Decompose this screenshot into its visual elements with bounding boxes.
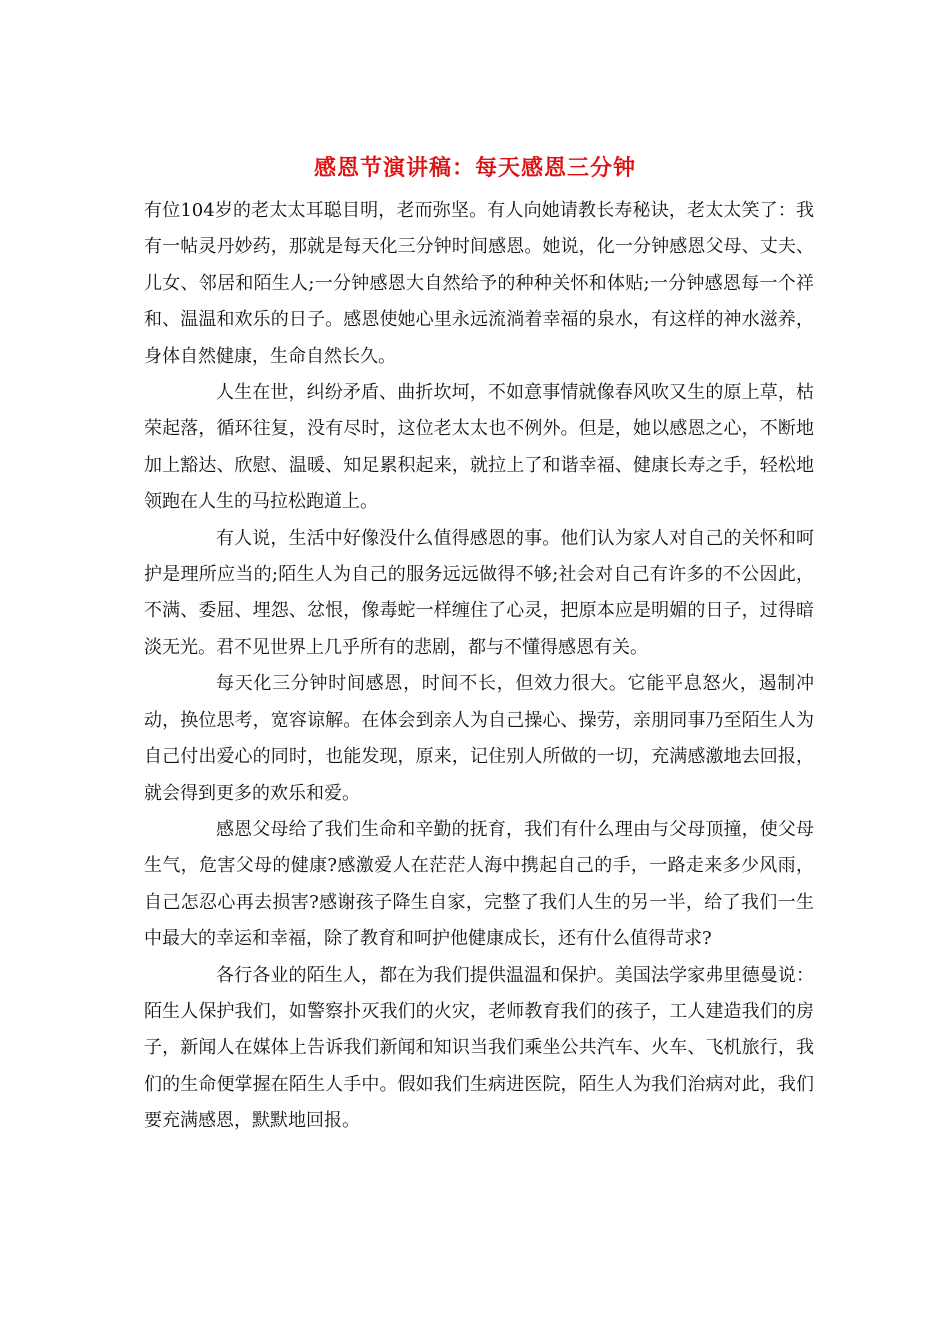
paragraph-6: 各行各业的陌生人，都在为我们提供温温和保护。美国法学家弗里德曼说：陌生人保护我们，如警察扑灭我们的火灾，老师教育我们的孩子，工人建造我们的房子，新闻人在媒体上告诉我们新闻和知识当我们乘坐公共汽车、火车、飞机旅行，我们的生命便掌握在陌生人手中。假如我们生病进医院，陌生人为我们治病对此，我们要充满感恩，默默地回报。	[144, 964, 814, 1132]
paragraph-3: 有人说，生活中好像没什么值得感恩的事。他们认为家人对自己的关怀和呵护是理所应当的;陌生人为自己的服务远远做得不够;社会对自己有许多的不公因此，不满、委屈、埋怨、忿恨，像毒蛇一样缠住了心灵，把原本应是明媚的日子，过得暗淡无光。君不见世界上几乎所有的悲剧，都与不懂得感恩有关。	[144, 527, 814, 658]
paragraph-5: 感恩父母给了我们生命和辛勤的抚育，我们有什么理由与父母顶撞，使父母生气，危害父母的健康?感激爱人在茫茫人海中携起自己的手，一路走来多少风雨，自己怎忍心再去损害?感谢孩子降生自家，完整了我们人生的另一半，给了我们一生中最大的幸运和幸福，除了教育和呵护他健康成长，还有什么值得苛求?	[144, 818, 814, 950]
paragraph-1: 有位104岁的老太太耳聪目明，老而弥坚。有人向她请教长寿秘诀，老太太笑了：我有一帖灵丹妙药，那就是每天化三分钟时间感恩。她说，化一分钟感恩父母、丈夫、儿女、邻居和陌生人;一分钟感恩大自然给予的种种关怀和体贴;一分钟感恩每一个祥和、温温和欢乐的日子。感恩使她心里永远流淌着幸福的泉水，有这样的神水滋养，身体自然健康，生命自然长久。	[144, 200, 814, 367]
paragraph-4: 每天化三分钟时间感恩，时间不长，但效力很大。它能平息怒火，遏制冲动，换位思考，宽容谅解。在体会到亲人为自己操心、操劳，亲朋同事乃至陌生人为自己付出爱心的同时，也能发现，原来，记住别人所做的一切，充满感激地去回报，就会得到更多的欢乐和爱。	[144, 673, 814, 804]
document-body	[144, 193, 814, 1140]
paragraph-2: 人生在世，纠纷矛盾、曲折坎坷，不如意事情就像春风吹又生的原上草，枯荣起落，循环往复，没有尽时，这位老太太也不例外。但是，她以感恩之心，不断地加上豁达、欣慰、温暖、知足累积起来，就拉上了和谐幸福、健康长寿之手，轻松地领跑在人生的马拉松跑道上。	[144, 382, 814, 513]
document-title: 感恩节演讲稿：每天感恩三分钟	[313, 155, 636, 181]
